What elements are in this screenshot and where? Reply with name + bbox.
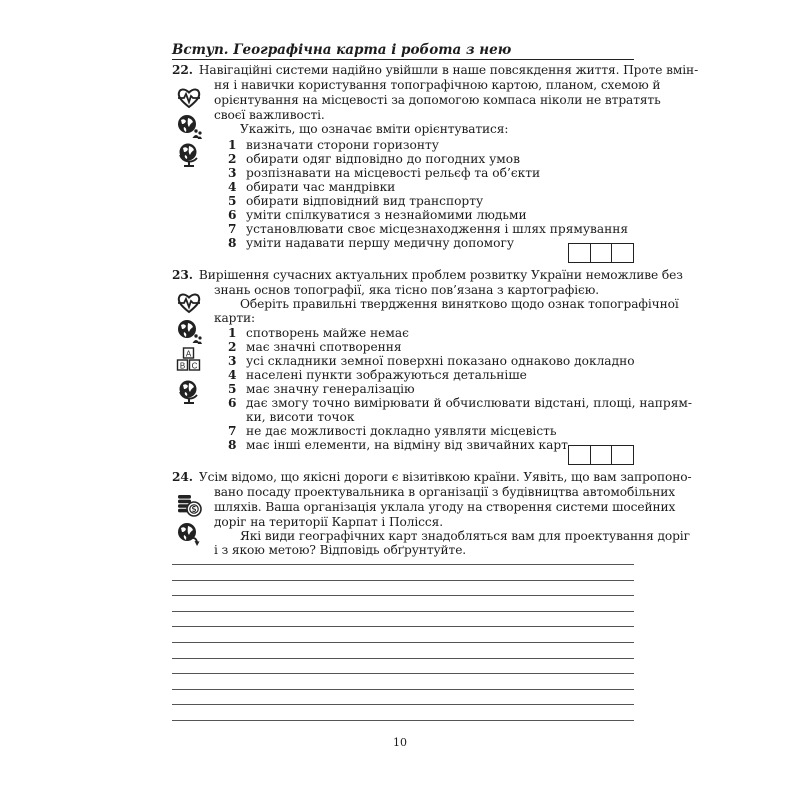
writing-line[interactable] [172,580,634,581]
heartbeat-icon [176,290,202,316]
q23-option-number: 3 [228,354,237,368]
q23-option-text: усі складники земної поверхні показано однаково докладно [246,354,635,368]
q22-number: 22. [172,63,193,77]
page-number: 10 [393,736,407,749]
globe-people-icon [176,113,202,139]
globe-people-icon [176,318,202,344]
q23-option-number: 1 [228,326,237,340]
writing-line[interactable] [172,658,634,659]
q22-option-text: обирати час мандрівки [246,180,396,194]
coins-icon [176,492,202,518]
q22-option-text: обирати відповідний вид транспорту [246,194,484,208]
writing-line[interactable] [172,720,634,721]
svg-text:A: A [185,349,192,359]
q24-number: 24. [172,470,193,484]
q23-option-number: 4 [228,368,237,382]
writing-line[interactable] [172,642,634,643]
q22-option-text: розпізнавати на місцевості рельєф та об’єкти [246,166,541,180]
q22-option-text: визначати сторони горизонту [246,138,439,152]
q22-option-text: установлювати своє місцезнаходження і шлях прямування [246,222,629,236]
q23-option-number: 8 [228,438,237,452]
answer-box[interactable] [569,244,591,262]
q24-intro-line-2: вано посаду проектувальника в організації з будівництва автомобільних [214,485,676,499]
abc-blocks-icon [176,347,202,373]
q22-answer-boxes[interactable] [568,243,634,263]
q23-option-text: не дає можливості докладно уявляти місцевість [246,424,557,438]
writing-line[interactable] [172,626,634,627]
q22-intro-line-1: 22. Навігаційні системи надійно увійшли в наше повсякдення життя. Проте вмін- [172,63,699,77]
q23-option-number: 5 [228,382,237,396]
q24-intro-line-4: доріг на території Карпат і Полісся. [214,515,443,529]
q22-intro-line-4: своєї важливості. [214,108,325,122]
q22-option-text: обирати одяг відповідно до погодних умов [246,152,520,166]
q23-option-text-continued: ки, висоти точок [246,410,355,424]
q24-intro-line-1: 24. Усім відомо, що якісні дороги є візитівкою країни. Уявіть, що вам запропоно- [172,470,692,484]
q23-answer-boxes[interactable] [568,445,634,465]
q23-prompt-line-1: Оберіть правильні твердження винятково щодо ознак топографічної [240,297,679,311]
writing-line[interactable] [172,595,634,596]
q23-intro-line-2: знань основ топографії, яка тісно пов’язана з картографією. [214,283,599,297]
q22-option-number: 8 [228,236,237,250]
writing-line[interactable] [172,611,634,612]
q22-option-number: 3 [228,166,237,180]
q23-option-text: спотворень майже немає [246,326,409,340]
q23-intro-line-1: 23. Вирішення сучасних актуальних проблем розвитку України неможливе без [172,268,683,282]
q22-intro-line-2: ня і навички користування топографічною картою, планом, схемою й [214,78,661,92]
q23-option-number: 2 [228,340,237,354]
q23-option-number: 7 [228,424,237,438]
globe-arrow-icon [176,521,202,547]
q22-option-number: 4 [228,180,237,194]
q23-option-text: населені пункти зображуються детальніше [246,368,527,382]
svg-text:B: B [179,361,186,371]
q22-intro-line-3: орієнтування на місцевості за допомогою компаса ніколи не втратять [214,93,661,107]
q22-option-text: уміти надавати першу медичну допомогу [246,236,515,250]
answer-box[interactable] [569,446,591,464]
answer-box[interactable] [591,244,613,262]
writing-line[interactable] [172,689,634,690]
q22-prompt: Укажіть, що означає вміти орієнтуватися: [240,122,509,136]
q23-option-text: має значну генералізацію [246,382,415,396]
q22-option-number: 5 [228,194,237,208]
q23-option-text: має значні спотворення [246,340,402,354]
heartbeat-icon [176,85,202,111]
q22-option-number: 1 [228,138,237,152]
q24-prompt-line-2: і з якою метою? Відповідь обґрунтуйте. [214,543,467,557]
answer-box[interactable] [591,446,613,464]
q23-prompt-line-2: карти: [214,311,256,325]
page-header [172,42,634,60]
q24-prompt-line-1: Які види географічних карт знадобляться вам для проектування доріг [240,529,690,543]
q24-intro-line-3: шляхів. Ваша організація уклала угоду на створення системи шосейних [214,500,676,514]
q23-option-text: має інші елементи, на відміну від звичайних карт [246,438,568,452]
svg-text:C: C [191,361,198,371]
q22-option-text: уміти спілкуватися з незнайомими людьми [246,208,527,222]
answer-box[interactable] [612,244,633,262]
q23-option-number: 6 [228,396,237,410]
q22-option-number: 6 [228,208,237,222]
section-title: Вступ. Географічна карта і робота з нею [172,42,512,58]
q23-option-text: дає змогу точно вимірювати й обчислювати відстані, площі, напрям- [246,396,693,410]
q22-option-number: 7 [228,222,237,236]
q23-number: 23. [172,268,193,282]
answer-box[interactable] [612,446,633,464]
globe-stand-icon [176,141,202,167]
writing-line[interactable] [172,564,634,565]
writing-line[interactable] [172,704,634,705]
globe-stand-icon [176,378,202,404]
writing-line[interactable] [172,673,634,674]
q22-option-number: 2 [228,152,237,166]
